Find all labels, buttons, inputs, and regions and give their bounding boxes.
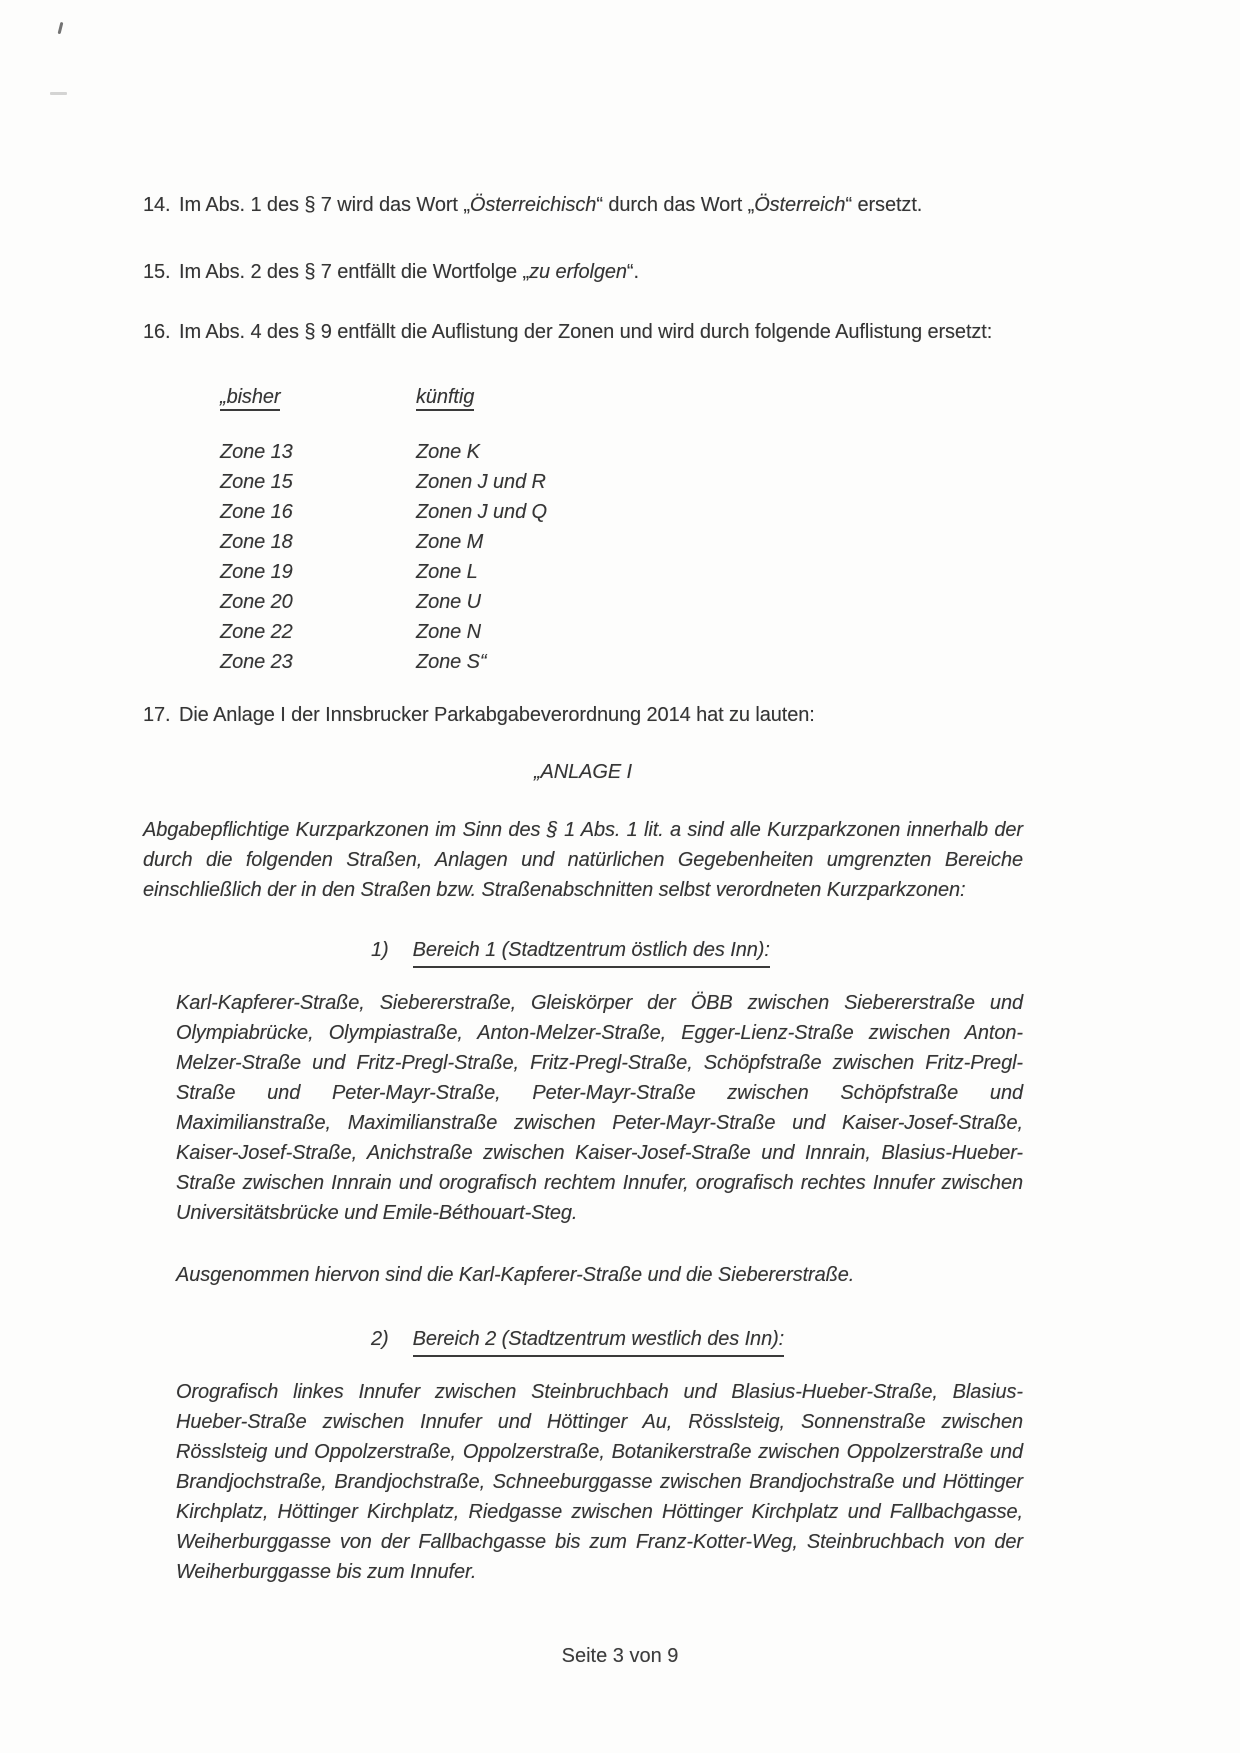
section-title: Bereich 2 (Stadtzentrum westlich des Inn): [413, 1324, 785, 1357]
table-header-row [220, 382, 1023, 412]
amendment-item-15 [143, 257, 1023, 287]
table-row [220, 467, 1023, 497]
page-number-footer: Seite 3 von 9 [561, 1645, 679, 1667]
table-row [220, 497, 1023, 527]
zone-old: Zone 19 [220, 561, 293, 583]
section-1-exception: Ausgenommen hiervon sind die Karl-Kapferer-Straße und die Siebererstraße. [176, 1264, 855, 1286]
text-run: “ ersetzt. [845, 194, 923, 216]
opening-quote: „ [220, 386, 227, 408]
item-text: Im Abs. 4 des § 9 entfällt die Auflistung der Zonen und wird durch folgende Auflistung ersetzt: [179, 321, 993, 343]
zone-old: Zone 22 [220, 621, 293, 643]
quoted-word: Österreich [754, 194, 846, 216]
zone-new: Zone K [416, 441, 480, 463]
zone-old: Zone 16 [220, 501, 293, 523]
zone-mapping-table [220, 382, 1023, 677]
text-run: Im Abs. 2 des § 7 entfällt die Wortfolge „ [179, 261, 530, 283]
item-number: 16. [143, 321, 171, 343]
section-2-body: Orografisch linkes Innufer zwischen Steinbruchbach und Blasius-Hueber-Straße, Blasius-Hueber-Straße zwischen Innufer und Höttinger Au, Rösslsteig, Sonnenstraße zwischen Rösslsteig und Oppolzerstraße, Oppolzerstraße, Botanikerstraße zwischen Oppolzerstraße und Brandjochstraße, Brandjochstraße, Schneeburggasse zwischen Brandjochstraße und Höttinger Kirchplatz, Höttinger Kirchplatz, Riedgasse zwischen Höttinger Kirchplatz und Fallbachgasse, Weiherburggasse von der Fallbachgasse bis zum Franz-Kotter-Weg, Steinbruchbach von der Weiherburggasse bis zum Innufer. [176, 1381, 1023, 1583]
item-text: Die Anlage I der Innsbrucker Parkabgabeverordnung 2014 hat zu lauten: [179, 704, 815, 726]
section-title: Bereich 1 (Stadtzentrum östlich des Inn): [413, 935, 770, 968]
zone-old: Zone 13 [220, 441, 293, 463]
zone-new: Zonen J und Q [416, 501, 548, 523]
table-row [220, 557, 1023, 587]
section-number: 2) [371, 1328, 389, 1350]
zone-new: Zonen J und R [416, 471, 546, 493]
item-text [179, 190, 1023, 220]
zone-old: Zone 15 [220, 471, 293, 493]
document-content [143, 190, 1023, 1587]
section-number: 1) [371, 939, 389, 961]
column-header-kuenftig [416, 382, 1023, 412]
item-text [179, 257, 1023, 287]
table-row [220, 647, 1023, 677]
table-row [220, 587, 1023, 617]
scan-artifact-dash [50, 92, 67, 95]
anlage-title: „ANLAGE I [533, 761, 633, 783]
header-label: bisher [226, 386, 281, 408]
column-header-bisher [220, 382, 416, 412]
zone-old: Zone 20 [220, 591, 293, 613]
item-number: 15. [143, 261, 171, 283]
table-row [220, 437, 1023, 467]
quoted-word: Österreichisch [469, 194, 597, 216]
quoted-word: zu erfolgen [529, 261, 627, 283]
zone-old: Zone 18 [220, 531, 293, 553]
zone-new: Zone M [416, 531, 484, 553]
section-1-body: Karl-Kapferer-Straße, Siebererstraße, Gleiskörper der ÖBB zwischen Siebererstraße und Olympiabrücke, Olympiastraße, Anton-Melzer-Straße, Egger-Lienz-Straße zwischen Anton-Melzer-Straße und Fritz-Pregl-Straße, Fritz-Pregl-Straße, Schöpfstraße zwischen Fritz-Pregl-Straße und Peter-Mayr-Straße, Peter-Mayr-Straße zwischen Schöpfstraße und Maximilianstraße, Maximilianstraße zwischen Peter-Mayr-Straße und Kaiser-Josef-Straße, Kaiser-Josef-Straße, Anichstraße zwischen Kaiser-Josef-Straße und Innrain, Blasius-Hueber-Straße zwischen Innrain und orografisch rechtem Innufer, orografisch rechtes Innufer zwischen Universitätsbrücke und Emile-Béthouart-Steg. [176, 992, 1023, 1224]
amendment-item-17 [143, 700, 1023, 730]
scan-artifact-tick [58, 22, 63, 34]
text-run: “. [626, 261, 639, 283]
zone-new: Zone N [416, 621, 481, 643]
item-number: 17. [143, 704, 171, 726]
zone-new: Zone S“ [416, 651, 487, 673]
zone-old: Zone 23 [220, 651, 293, 673]
anlage-intro-paragraph: Abgabepflichtige Kurzparkzonen im Sinn des § 1 Abs. 1 lit. a sind alle Kurzparkzonen innerhalb der durch die folgenden Straßen, Anlagen und natürlichen Gegebenheiten umgrenzten Bereiche einschließlich der in den Straßen bzw. Straßenabschnitten selbst verordneten Kurzparkzonen: [143, 819, 1023, 901]
zone-new: Zone L [416, 561, 478, 583]
text-run: “ durch das Wort „ [596, 194, 755, 216]
table-row [220, 617, 1023, 647]
item-number: 14. [143, 194, 171, 216]
section-2-heading [371, 1324, 1023, 1357]
amendment-item-16 [143, 317, 1023, 347]
header-label: künftig [416, 386, 474, 411]
section-1-heading [371, 935, 1023, 968]
text-run: Im Abs. 1 des § 7 wird das Wort „ [179, 194, 470, 216]
table-row [220, 527, 1023, 557]
zone-new: Zone U [416, 591, 481, 613]
amendment-item-14 [143, 190, 1023, 220]
